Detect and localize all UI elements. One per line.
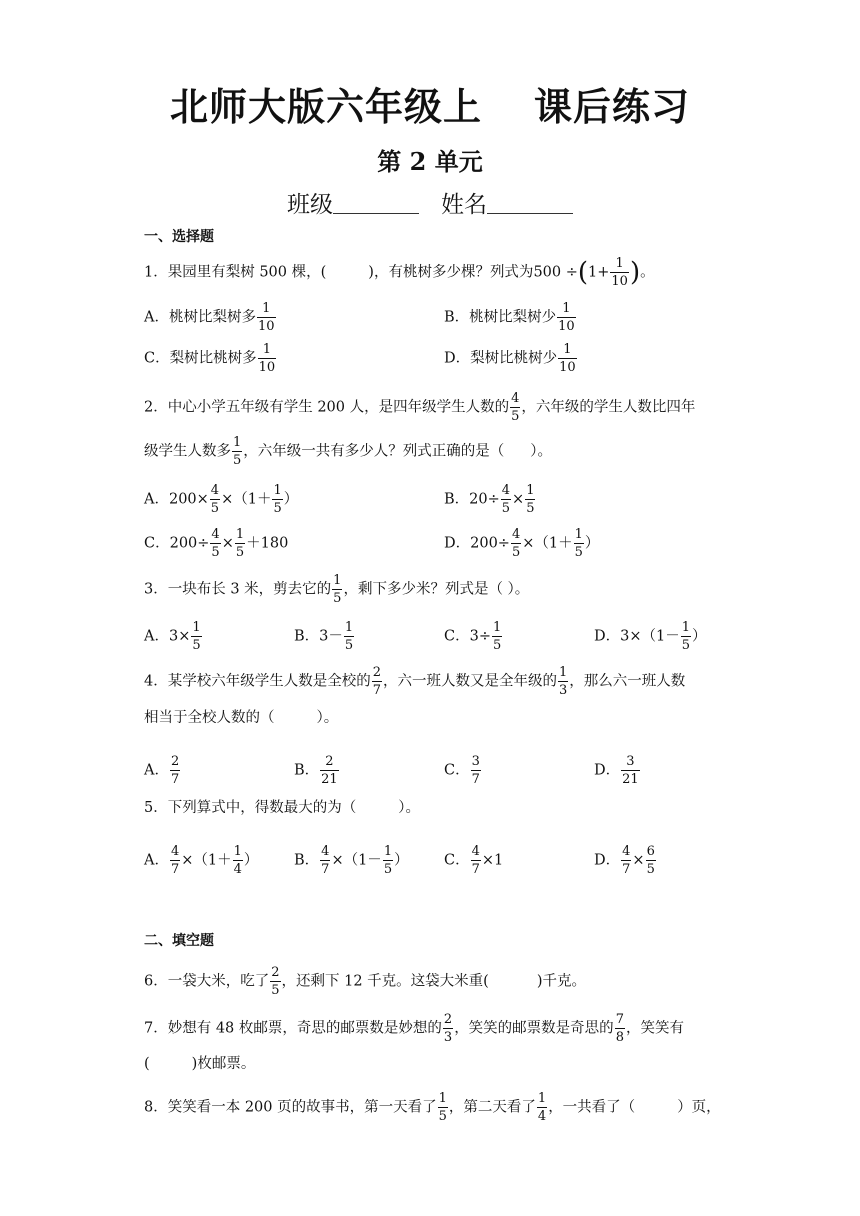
q5-option-a[interactable]: A． $\frac{4}{7}$ ×（1＋ $\frac{1}{4}$ ） (144, 844, 259, 877)
q4-option-b[interactable]: B． $\frac{2}{21}$ (294, 754, 338, 787)
q1-option-d[interactable]: D．梨树比桃树少 $\frac{1}{10}$ (444, 342, 576, 375)
question-2-line-2: 级学生人数多 $\frac{1}{5}$ ，六年级一共有多少人？列式正确的是（ ）。 (144, 435, 553, 468)
q3-option-c[interactable]: C．3÷ $\frac{1}{5}$ (444, 620, 502, 653)
name-label: 姓名 (441, 192, 487, 218)
q5-option-c[interactable]: C． $\frac{4}{7}$ ×1 (444, 844, 504, 877)
name-blank[interactable] (487, 191, 573, 214)
student-info (0, 186, 860, 219)
question-7-line-1: 7．妙想有 48 枚邮票，奇思的邮票数是妙想的 $\frac{2}{3}$ ，笑笑的邮票数是奇思的 $\frac{7}{8}$ ，笑笑有 (144, 1012, 684, 1045)
question-7-line-2: ( )枚邮票。 (144, 1056, 256, 1072)
class-blank[interactable] (333, 191, 419, 214)
title-right: 课后练习 (534, 85, 691, 129)
q1-option-a[interactable]: A．桃树比梨树多 $\frac{1}{10}$ (144, 301, 275, 334)
q4-option-a[interactable]: A． $\frac{2}{7}$ (144, 754, 180, 787)
question-4-line-2: 相当于全校人数的（ ）。 (144, 710, 339, 726)
question-8: 8．笑笑看一本 200 页的故事书，第一天看了 $\frac{1}{5}$ ，第二天看了 $\frac{1}{4}$ ，一共看了（ ）页， (144, 1091, 721, 1124)
question-6: 6．一袋大米，吃了 $\frac{2}{5}$ ，还剩下 12 千克。这袋大米重( )千克。 (144, 965, 587, 998)
question-2-line-1: 2．中心小学五年级有学生 200 人，是四年级学生人数的 $\frac{4}{5}$ ，六年级的学生人数比四年 (144, 391, 696, 424)
q5-option-d[interactable]: D． $\frac{4}{7}$ × $\frac{6}{5}$ (594, 844, 655, 877)
q2-option-d[interactable]: D．200÷ $\frac{4}{5}$ ×（1＋ $\frac{1}{5}$ ） (444, 527, 600, 560)
q2-option-c[interactable]: C．200÷ $\frac{4}{5}$ × $\frac{1}{5}$ ＋180 (144, 527, 289, 560)
q3-option-b[interactable]: B．3－ $\frac{1}{5}$ (294, 620, 354, 653)
title-left: 北师大版六年级上 (169, 85, 482, 129)
page-title (0, 76, 860, 131)
section-fill: 二、填空题 (144, 933, 214, 949)
question-1: 1．果园里有梨树 500 棵，( )，有桃树多少棵？列式为500 ÷(1+ $\frac{1}{10}$ )。 (144, 256, 655, 289)
q4-option-c[interactable]: C． $\frac{3}{7}$ (444, 754, 480, 787)
q2-option-b[interactable]: B．20÷ $\frac{4}{5}$ × $\frac{1}{5}$ (444, 483, 535, 516)
q1-option-b[interactable]: B．桃树比梨树少 $\frac{1}{10}$ (444, 301, 575, 334)
q4-option-d[interactable]: D． $\frac{3}{21}$ (594, 754, 639, 787)
unit-heading: 第 2 单元 (377, 147, 483, 176)
class-label: 班级 (287, 192, 333, 218)
section-choice: 一、选择题 (144, 229, 214, 245)
q1-option-c[interactable]: C．梨树比桃树多 $\frac{1}{10}$ (144, 342, 276, 375)
question-4-line-1: 4．某学校六年级学生人数是全校的 $\frac{2}{7}$ ，六一班人数又是全年级的 $\frac{1}{3}$ ，那么六一班人数 (144, 665, 686, 698)
q3-option-d[interactable]: D．3×（1－ $\frac{1}{5}$ ） (594, 620, 707, 653)
question-3: 3．一块布长 3 米，剪去它的 $\frac{1}{5}$ ，剩下多少米？列式是（ ）。 (144, 573, 530, 606)
question-5: 5．下列算式中，得数最大的为（ ）。 (144, 800, 420, 816)
q5-option-b[interactable]: B． $\frac{4}{7}$ ×（1－ $\frac{1}{5}$ ） (294, 844, 409, 877)
q2-option-a[interactable]: A．200× $\frac{4}{5}$ ×（1＋ $\frac{1}{5}$ ） (144, 483, 299, 516)
q3-option-a[interactable]: A．3× $\frac{1}{5}$ (144, 620, 201, 653)
fraction: $\frac{1}{10}$ (611, 256, 628, 289)
